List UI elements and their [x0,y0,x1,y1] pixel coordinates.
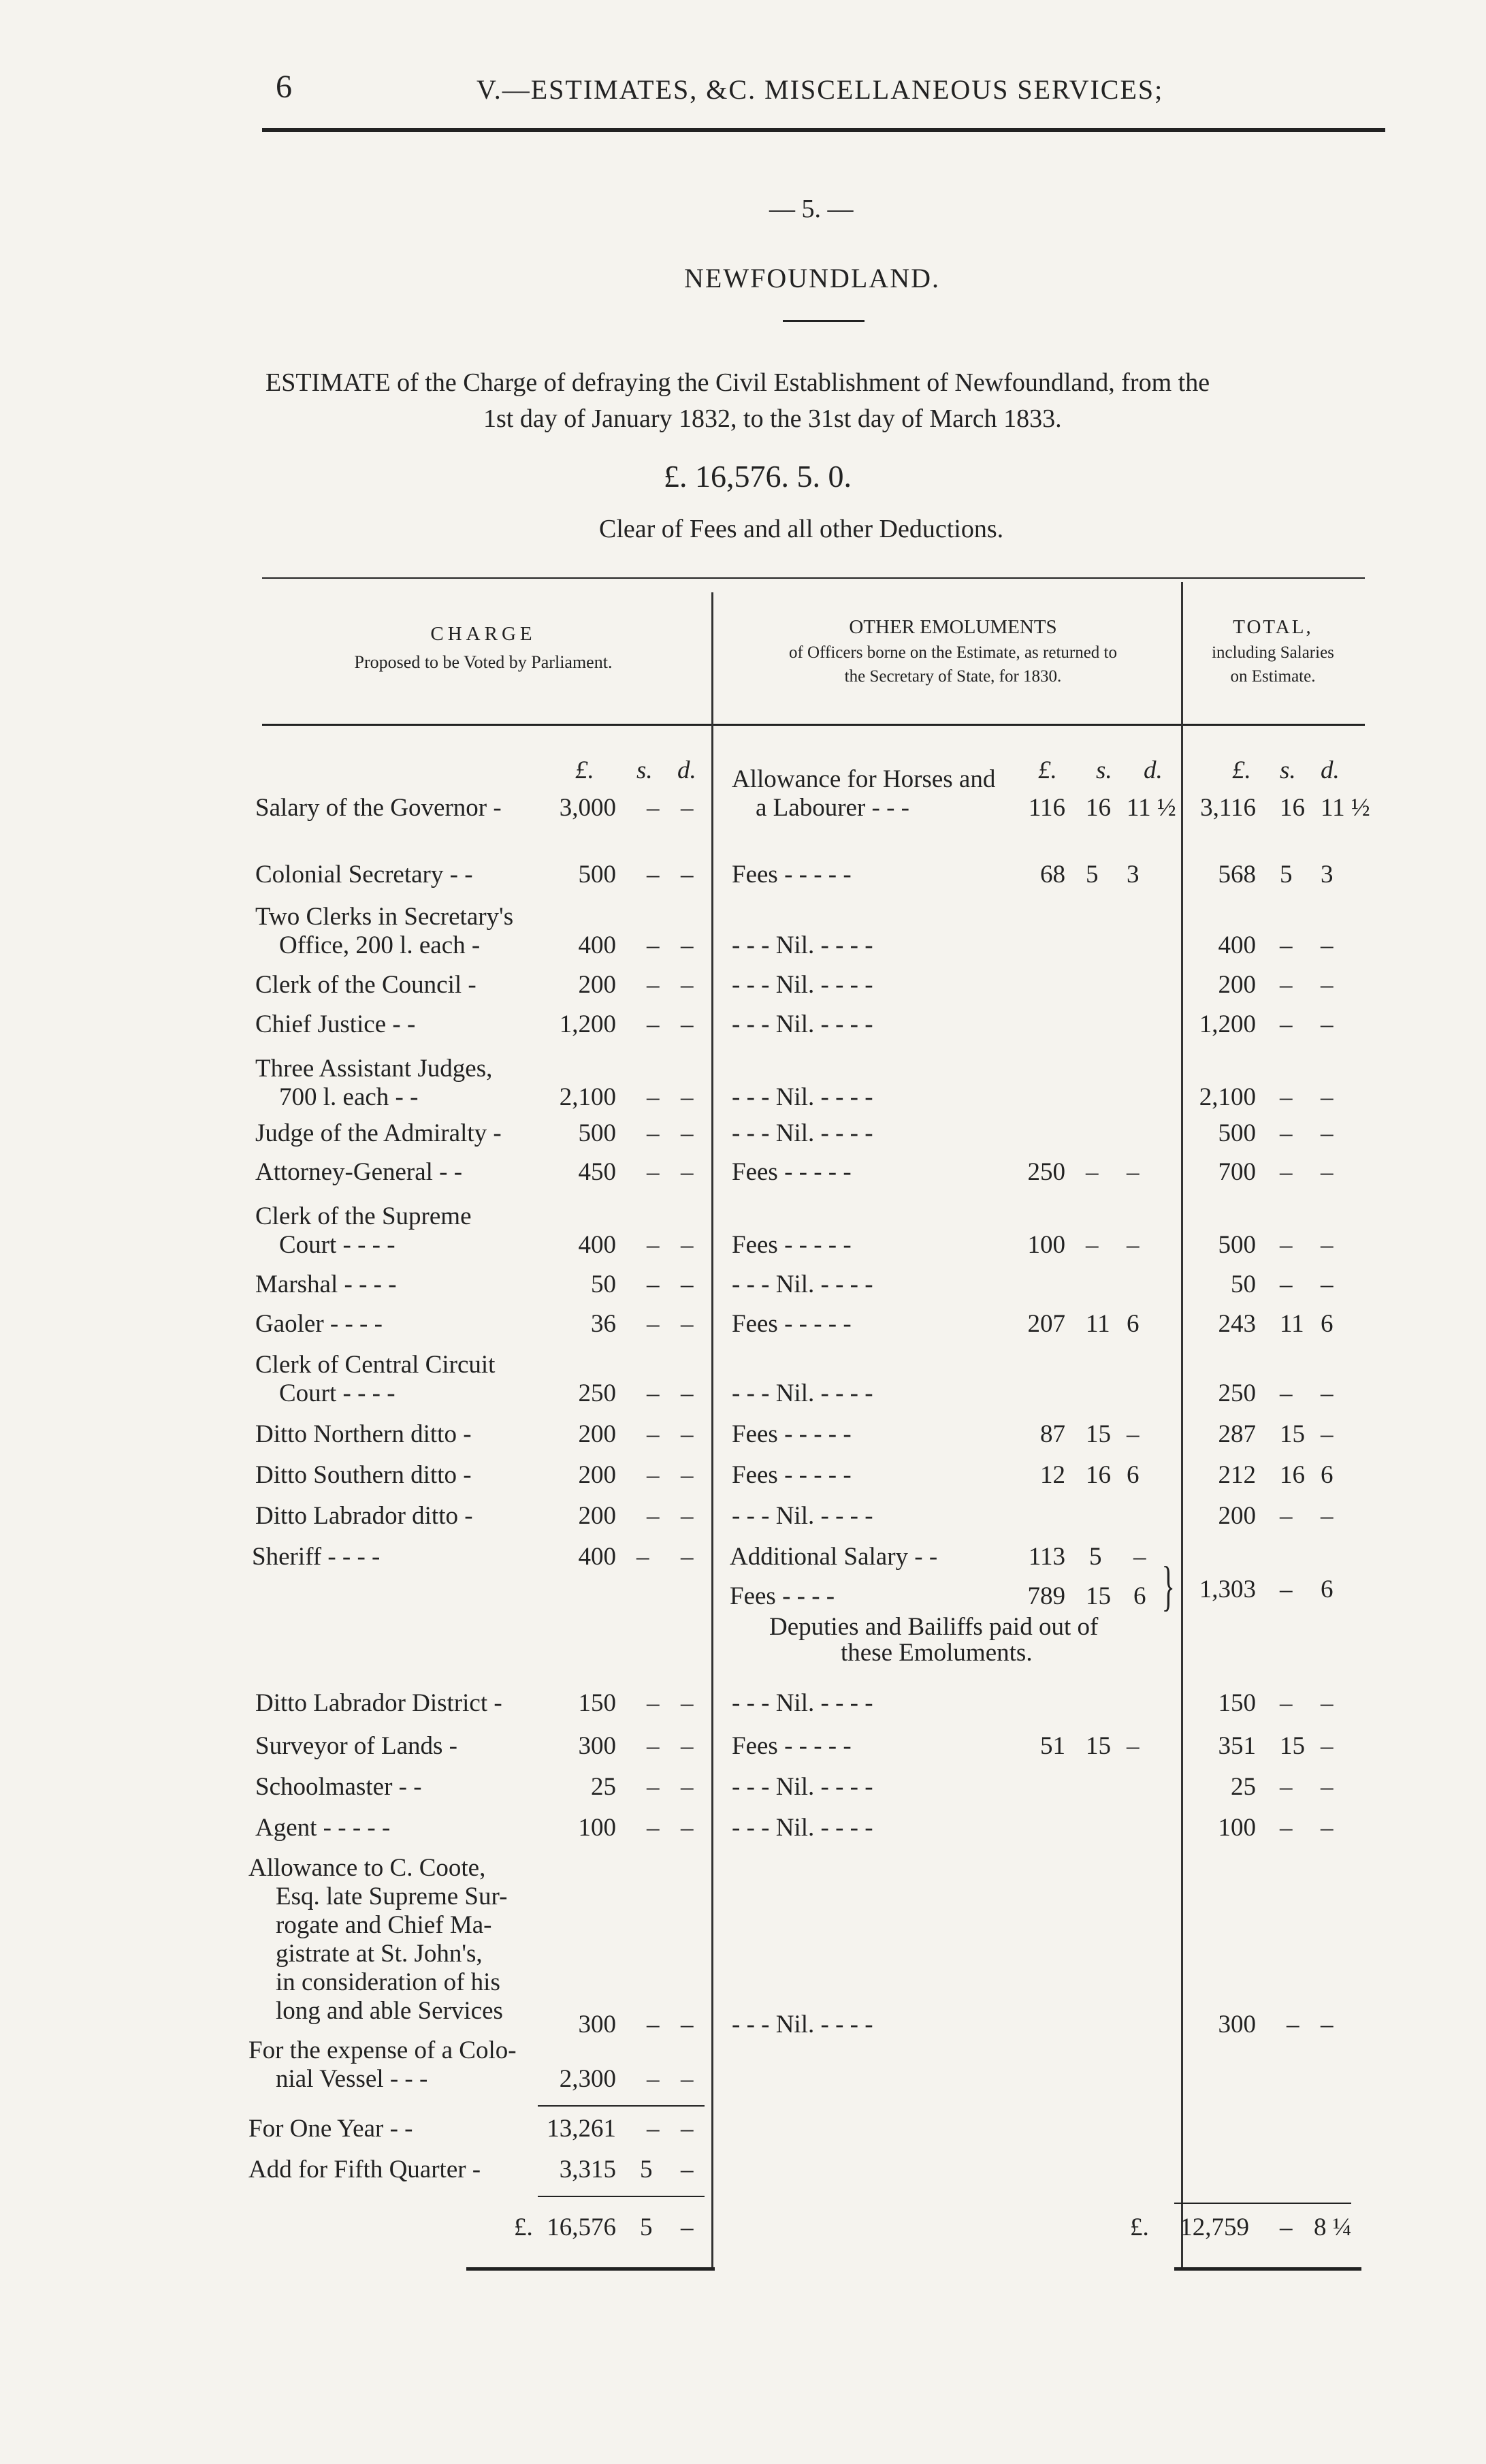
other-emolument-label: Fees - - - - - [732,1310,852,1338]
row-label: Court - - - - [279,1379,395,1407]
table-row-fifth-quarter [0,2155,1486,2196]
total-pence: – [1321,971,1334,999]
row-label: Clerk of Central Circuit [255,1351,496,1379]
table-row [0,970,1486,1011]
charge-pence: – [681,1119,694,1147]
table-row [0,1230,1486,1271]
total-shillings: – [1280,1575,1293,1603]
other-emolument-label: - - - Nil. - - - - [732,971,873,999]
charge-bottom-rule [466,2267,715,2271]
charge-shillings: – [647,1158,660,1186]
sheriff-fees-label: Fees - - - - [730,1582,835,1610]
charge-shillings: – [636,1543,649,1571]
charge-pounds: 400 [578,1231,616,1259]
table-row [0,793,1486,834]
total-pounds: 2,100 [1199,1083,1256,1111]
total-shillings: 16 [1280,794,1305,822]
total-pence: 6 [1321,1575,1334,1603]
charge-shillings: – [647,1502,660,1530]
table-row [0,1460,1486,1501]
table-row [0,1772,1486,1813]
total-pence: – [1321,1119,1334,1147]
grand-total-shillings: – [1280,2213,1293,2241]
total-col-sub-2: on Estimate. [1230,667,1316,686]
charge-shillings: – [647,1689,660,1717]
grand-charge-pounds: 16,576 [547,2213,616,2241]
total-pounds: 150 [1218,1689,1256,1717]
total-pence: – [1321,1502,1334,1530]
total-pounds: 200 [1218,1502,1256,1530]
page-heading: NEWFOUNDLAND. [684,263,940,293]
other-unit-pence: d. [1144,756,1163,784]
row-label: Ditto Northern ditto - [255,1420,472,1448]
table-row [0,1501,1486,1542]
other-emolument-label: Allowance for Horses and [732,765,996,793]
total-pence: 3 [1321,861,1334,889]
charge-shillings: – [647,1461,660,1489]
other-unit-pounds: £. [1038,756,1057,784]
charge-pence: – [681,1158,694,1186]
row-label: in consideration of his [276,1968,500,1996]
charge-shillings: – [647,1420,660,1448]
heading-rule [783,320,865,322]
charge-pounds: 36 [591,1310,616,1338]
table-header-rule [262,724,1365,726]
charge-shillings: – [647,1310,660,1338]
total-shillings: – [1280,971,1293,999]
table-row [0,1157,1486,1198]
grand-total-pounds: 12,759 [1180,2213,1249,2241]
sheriff-note-2: these Emoluments. [841,1639,1033,1667]
charge-pounds: 200 [578,1502,616,1530]
charge-pence: – [681,2065,694,2093]
charge-shillings: – [647,1379,660,1407]
other-pence: – [1127,1420,1140,1448]
charge-pounds: 100 [578,1814,616,1842]
total-pence: – [1321,2011,1334,2038]
table-row [0,1689,1486,1729]
charge-pounds: 500 [578,861,616,889]
row-label: Agent - - - - - [255,1814,391,1842]
charge-shillings: 5 [640,2156,653,2183]
total-pence: – [1321,931,1334,959]
estimate-amount: £. 16,576. 5. 0. [664,459,852,494]
grand-charge-unit: £. [514,2213,533,2241]
total-pence: 6 [1321,1461,1334,1489]
other-emolument-label: a Labourer - - - [756,794,909,822]
other-pence: 11 ½ [1127,794,1176,822]
other-unit-shillings: s. [1096,756,1112,784]
table-row [0,1731,1486,1772]
total-col-sub-1: including Salaries [1212,643,1334,662]
total-pence: – [1321,1689,1334,1717]
grand-total-rule [538,2196,705,2197]
other-emolument-label: Fees - - - - - [732,1420,852,1448]
charge-pence: – [681,1379,694,1407]
charge-pence: – [681,971,694,999]
brace-icon: } [1161,1556,1175,1616]
charge-shillings: – [647,2011,660,2038]
charge-shillings: – [647,1083,660,1111]
total-pounds: 287 [1218,1420,1256,1448]
charge-pence: – [681,1270,694,1298]
row-label: Schoolmaster - - [255,1773,422,1801]
row-label: Surveyor of Lands - [255,1732,457,1760]
total-pounds: 212 [1218,1461,1256,1489]
other-shillings: 15 [1086,1420,1111,1448]
charge-pence: – [681,1689,694,1717]
other-pounds: 12 [1040,1461,1065,1489]
estimate-line-2: 1st day of January 1832, to the 31st day of March 1833. [483,404,1062,433]
total-pounds: 50 [1231,1270,1256,1298]
row-label: Chief Justice - - [255,1010,416,1038]
page-number: 6 [276,69,292,105]
charge-shillings: – [647,2065,660,2093]
total-shillings: – [1280,1010,1293,1038]
other-pence: 6 [1127,1310,1140,1338]
charge-pence: – [681,1773,694,1801]
row-label: Gaoler - - - - [255,1310,383,1338]
charge-shillings: – [647,1773,660,1801]
total-pounds: 568 [1218,861,1256,889]
other-emolument-label: - - - Nil. - - - - [732,931,873,959]
other-pounds: 207 [1027,1310,1065,1338]
charge-pence: – [681,861,694,889]
table-row [0,860,1486,901]
other-emolument-label: Fees - - - - - [732,861,852,889]
table-row [0,2064,1486,2105]
total-pounds: 250 [1218,1379,1256,1407]
total-pounds: 351 [1218,1732,1256,1760]
row-label: Office, 200 l. each - [279,931,481,959]
total-shillings: – [1280,1773,1293,1801]
total-shillings: 15 [1280,1420,1305,1448]
row-label: Add for Fifth Quarter - [248,2156,481,2183]
other-pounds: 68 [1040,861,1065,889]
total-shillings: 11 [1280,1310,1304,1338]
table-row [0,1813,1486,1854]
total-pounds: 500 [1218,1119,1256,1147]
total-top-rule [1174,2203,1351,2204]
total-pounds: 400 [1218,931,1256,959]
total-shillings: – [1280,1502,1293,1530]
other-pence: – [1127,1231,1140,1259]
total-pence: – [1321,1732,1334,1760]
total-pence: 6 [1321,1310,1334,1338]
total-shillings: – [1280,1814,1293,1842]
row-label: Ditto Southern ditto - [255,1461,472,1489]
charge-unit-pounds: £. [575,756,594,784]
header-rule [262,128,1385,132]
charge-pounds: 50 [591,1270,616,1298]
row-label: Clerk of the Council - [255,971,477,999]
charge-pounds: 250 [578,1379,616,1407]
total-shillings: – [1280,1158,1293,1186]
grand-charge-shillings: 5 [640,2213,653,2241]
charge-pence: – [681,1502,694,1530]
total-unit-pence: d. [1321,756,1340,784]
charge-shillings: – [647,1231,660,1259]
total-shillings: – [1287,2011,1299,2038]
other-emolument-label: - - - Nil. - - - - [732,2011,873,2038]
charge-shillings: – [647,1732,660,1760]
grand-total-unit: £. [1130,2213,1149,2241]
charge-pence: – [681,1732,694,1760]
table-row [0,1010,1486,1051]
other-pounds: 100 [1027,1231,1065,1259]
table-top-rule [262,577,1365,579]
row-label: Sheriff - - - - [252,1543,381,1571]
other-shillings: 5 [1086,861,1099,889]
total-pence: – [1321,1270,1334,1298]
total-pence: – [1321,1010,1334,1038]
total-pence: – [1321,1773,1334,1801]
total-pounds: 1,200 [1199,1010,1256,1038]
row-label: Esq. late Supreme Sur- [276,1883,508,1910]
total-pence: – [1321,1420,1334,1448]
charge-pounds: 200 [578,1420,616,1448]
charge-pence: – [681,2156,694,2183]
additional-salary-label: Additional Salary - - [730,1543,938,1571]
other-shillings: 16 [1086,1461,1111,1489]
other-shillings: 11 [1086,1310,1110,1338]
charge-pounds: 25 [591,1773,616,1801]
other-emolument-label: - - - Nil. - - - - [732,1814,873,1842]
charge-col-sub: Proposed to be Voted by Parliament. [354,652,613,672]
table-row-sheriff [0,1542,1486,1583]
charge-pence: – [681,1231,694,1259]
other-pounds: 51 [1040,1732,1065,1760]
charge-pence: – [681,1010,694,1038]
charge-pence: – [681,1461,694,1489]
charge-pounds: 2,300 [559,2065,616,2093]
sheriff-fees-pounds: 789 [1027,1582,1065,1610]
charge-shillings: – [647,971,660,999]
charge-pounds: 450 [578,1158,616,1186]
charge-pounds: 1,200 [559,1010,616,1038]
total-shillings: 15 [1280,1732,1305,1760]
other-pounds: 250 [1027,1158,1065,1186]
charge-pounds: 400 [578,1543,616,1571]
total-shillings: – [1280,1231,1293,1259]
row-label: For One Year - - [248,2115,413,2143]
total-pence: – [1321,1379,1334,1407]
other-emolument-label: Fees - - - - - [732,1231,852,1259]
row-label: rogate and Chief Ma- [276,1911,492,1939]
other-emolument-label: - - - Nil. - - - - [732,1010,873,1038]
charge-shillings: – [647,1010,660,1038]
row-label: Three Assistant Judges, [255,1055,493,1083]
row-label: Allowance to C. Coote, [248,1854,486,1882]
total-pounds: 700 [1218,1158,1256,1186]
charge-pounds: 3,000 [559,794,616,822]
charge-shillings: – [647,1270,660,1298]
charge-shillings: – [647,861,660,889]
total-pounds: 3,116 [1200,794,1256,822]
other-shillings: – [1086,1231,1099,1259]
total-shillings: – [1280,1379,1293,1407]
running-title: V.—ESTIMATES, &C. MISCELLANEOUS SERVICES; [477,74,1164,105]
charge-pounds: 200 [578,1461,616,1489]
row-label: Ditto Labrador ditto - [255,1502,473,1530]
other-col-title: OTHER EMOLUMENTS [849,616,1057,638]
row-label: Salary of the Governor - [255,794,502,822]
total-pence: – [1321,1083,1334,1111]
charge-pence: – [681,1310,694,1338]
charge-pounds: 200 [578,971,616,999]
other-emolument-label: - - - Nil. - - - - [732,1083,873,1111]
other-emolument-label: Fees - - - - - [732,1732,852,1760]
charge-shillings: – [647,794,660,822]
charge-col-title: CHARGE [430,623,536,645]
charge-pence: – [681,1814,694,1842]
charge-unit-pence: d. [677,756,696,784]
total-bottom-rule [1174,2267,1361,2271]
sheriff-note-line-2 [0,1638,1486,1679]
charge-pounds: 2,100 [559,1083,616,1111]
charge-shillings: – [647,1814,660,1842]
other-emolument-label: - - - Nil. - - - - [732,1773,873,1801]
row-label: Ditto Labrador District - [255,1689,502,1717]
other-shillings: 15 [1086,1732,1111,1760]
table-row-one-year [0,2114,1486,2155]
total-shillings: – [1280,1119,1293,1147]
charge-pounds: 500 [578,1119,616,1147]
charge-pence: – [681,1083,694,1111]
row-label: Clerk of the Supreme [255,1202,472,1230]
other-emolument-label: - - - Nil. - - - - [732,1119,873,1147]
total-pounds: 500 [1218,1231,1256,1259]
charge-pounds: 300 [578,2011,616,2038]
grand-charge-pence: – [681,2213,694,2241]
sheriff-fees-pence: 6 [1133,1582,1146,1610]
charge-shillings: – [647,2115,660,2143]
table-row [0,1119,1486,1159]
subtotal-rule [538,2105,705,2107]
sheriff-fees-shillings: 15 [1086,1582,1111,1610]
charge-shillings: – [647,1119,660,1147]
total-pounds: 25 [1231,1773,1256,1801]
other-pounds: 116 [1028,794,1065,822]
row-label: Attorney-General - - [255,1158,463,1186]
table-row [0,1420,1486,1460]
table-row [0,1270,1486,1311]
row-label: Marshal - - - - [255,1270,397,1298]
other-col-sub-2: the Secretary of State, for 1830. [844,667,1062,686]
total-col-title: TOTAL, [1233,616,1313,638]
other-pence: – [1127,1732,1140,1760]
total-pence: – [1321,1814,1334,1842]
total-shillings: – [1280,1270,1293,1298]
charge-pounds: 150 [578,1689,616,1717]
row-label: gistrate at St. John's, [276,1940,483,1968]
table-row [0,1083,1486,1123]
charge-pence: – [681,1543,694,1571]
other-pence: – [1127,1158,1140,1186]
charge-pence: – [681,2011,694,2038]
additional-salary-pounds: 113 [1028,1543,1065,1571]
other-emolument-label: Fees - - - - - [732,1461,852,1489]
total-pence: – [1321,1231,1334,1259]
table-row [0,931,1486,972]
section-number: — 5. — [769,195,854,223]
row-label: nial Vessel - - - [276,2065,428,2093]
total-pence: 11 ½ [1321,794,1370,822]
other-emolument-label: - - - Nil. - - - - [732,1379,873,1407]
charge-unit-shillings: s. [636,756,653,784]
total-shillings: – [1280,931,1293,959]
other-pence: 6 [1127,1461,1140,1489]
row-label: Colonial Secretary - - [255,861,473,889]
table-row [0,1379,1486,1420]
total-pounds: 100 [1218,1814,1256,1842]
other-emolument-label: - - - Nil. - - - - [732,1502,873,1530]
total-shillings: 16 [1280,1461,1305,1489]
row-label: 700 l. each - - [279,1083,419,1111]
charge-pounds: 400 [578,931,616,959]
row-label: Judge of the Admiralty - [255,1119,502,1147]
grand-total-pence: 8 ¼ [1314,2213,1352,2241]
total-shillings: 5 [1280,861,1293,889]
additional-salary-pence: – [1133,1543,1146,1571]
row-label: Court - - - - [279,1231,395,1259]
table-row [0,1309,1486,1350]
other-emolument-label: Fees - - - - - [732,1158,852,1186]
charge-pence: – [681,1420,694,1448]
other-pence: 3 [1127,861,1140,889]
sheriff-note-1: Deputies and Bailiffs paid out of [769,1613,1099,1641]
clear-of-fees: Clear of Fees and all other Deductions. [599,515,1004,543]
other-shillings: – [1086,1158,1099,1186]
row-label: long and able Services [276,1997,503,2025]
other-shillings: 16 [1086,794,1111,822]
row-label: Two Clerks in Secretary's [255,903,514,931]
total-shillings: – [1280,1689,1293,1717]
total-unit-pounds: £. [1232,756,1251,784]
charge-pounds: 300 [578,1732,616,1760]
estimate-line-1: ESTIMATE of the Charge of defraying the Civil Establishment of Newfoundland, from the [265,368,1210,397]
charge-pence: – [681,794,694,822]
total-pounds: 243 [1218,1310,1256,1338]
total-pence: – [1321,1158,1334,1186]
additional-salary-shillings: 5 [1089,1543,1102,1571]
charge-pence: – [681,2115,694,2143]
table-row-grand-total [0,2213,1486,2254]
other-col-sub-1: of Officers borne on the Estimate, as returned to [788,643,1118,662]
other-emolument-label: - - - Nil. - - - - [732,1689,873,1717]
charge-pounds: 13,261 [547,2115,616,2143]
total-shillings: – [1280,1083,1293,1111]
row-label: For the expense of a Colo- [248,2036,517,2064]
charge-pounds: 3,315 [559,2156,616,2183]
total-pounds: 200 [1218,971,1256,999]
charge-pence: – [681,931,694,959]
other-pounds: 87 [1040,1420,1065,1448]
total-pounds: 1,303 [1199,1575,1256,1603]
other-emolument-label: - - - Nil. - - - - [732,1270,873,1298]
total-unit-shillings: s. [1280,756,1296,784]
total-pounds: 300 [1218,2011,1256,2038]
charge-shillings: – [647,931,660,959]
